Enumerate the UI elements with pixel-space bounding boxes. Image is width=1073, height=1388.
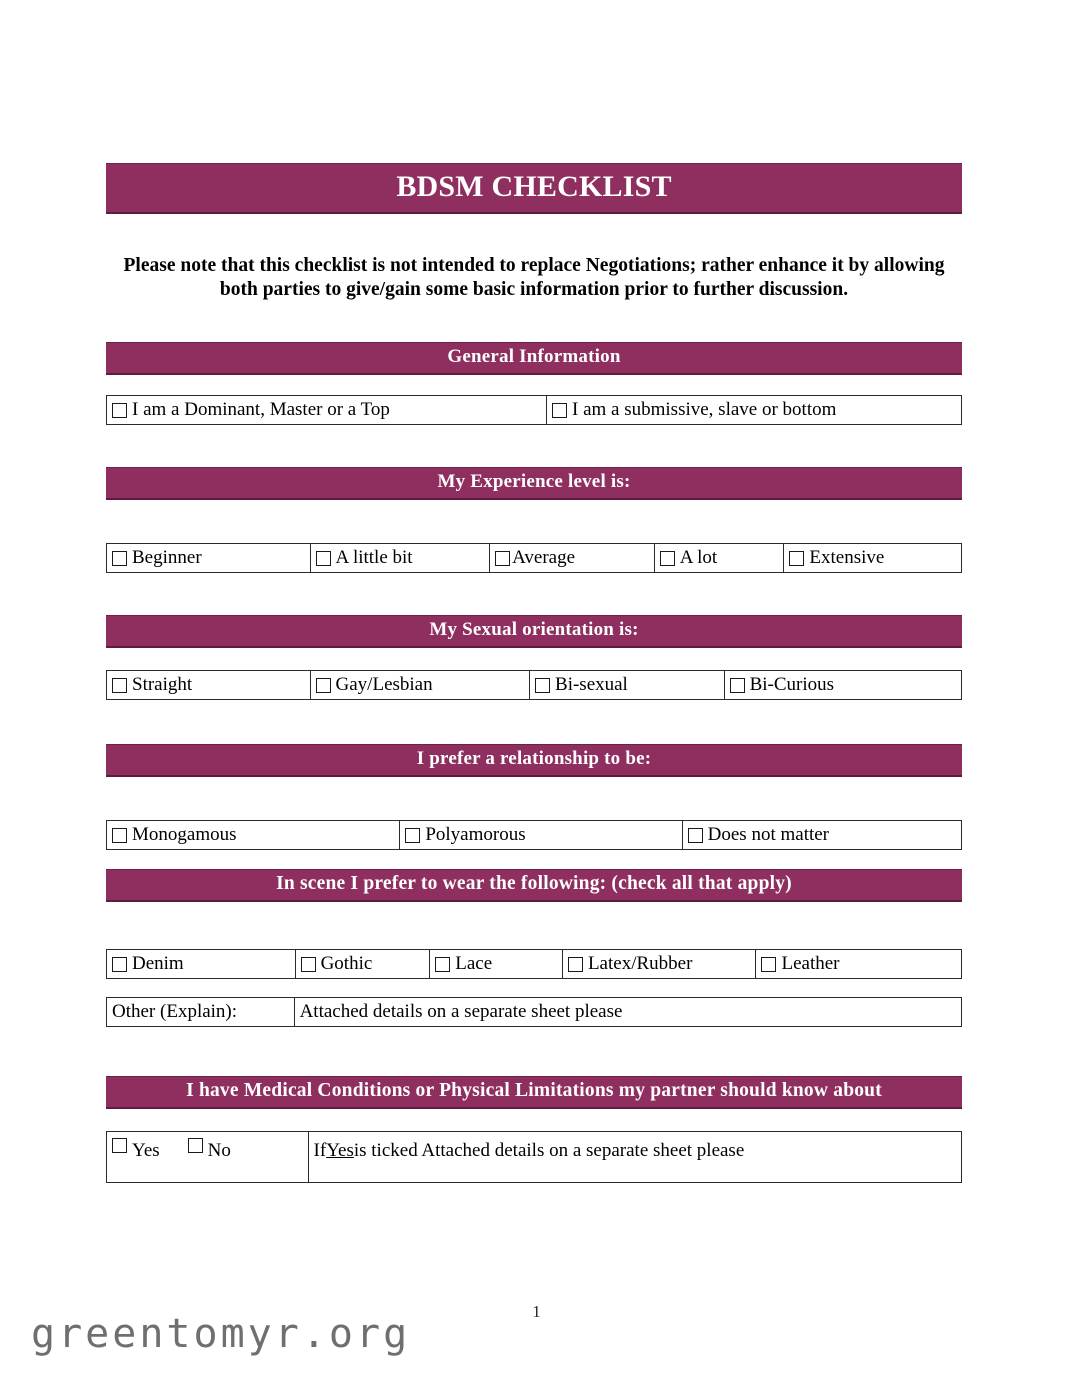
- option-gothic-label: Gothic: [320, 953, 373, 974]
- option-average[interactable]: [490, 544, 655, 572]
- checkbox-gay-lesbian[interactable]: [316, 678, 331, 693]
- option-a-little-bit-label: A little bit: [335, 547, 413, 568]
- option-leather-label: Leather: [781, 953, 840, 974]
- intro-note: Please note that this checklist is not intended to replace Negotiations; rather enhance it by allowing both parties to give/gain some basic information prior to further discussion.: [123, 255, 945, 300]
- option-bi-curious[interactable]: [725, 671, 961, 699]
- option-beginner-label: Beginner: [132, 547, 202, 568]
- section-heading-relationship-label: I prefer a relationship to be:: [416, 748, 652, 769]
- other-explain-label-cell: [107, 998, 295, 1026]
- checkbox-denim[interactable]: [112, 957, 127, 972]
- option-lace[interactable]: [430, 950, 563, 978]
- section-heading-orientation-label: My Sexual orientation is:: [429, 619, 639, 640]
- page-title: BDSM CHECKLIST: [396, 170, 672, 203]
- other-explain-value: Attached details on a separate sheet please: [299, 1001, 623, 1022]
- checkbox-gothic[interactable]: [301, 957, 316, 972]
- section-heading-attire: [106, 869, 962, 902]
- option-average-label: Average: [512, 547, 576, 568]
- medical-row: [106, 1131, 962, 1183]
- checkbox-extensive[interactable]: [789, 551, 804, 566]
- medical-instruction-emphasis: Yes: [326, 1140, 354, 1161]
- checkbox-bi-curious[interactable]: [730, 678, 745, 693]
- option-bi-sexual[interactable]: [530, 671, 725, 699]
- option-polyamorous-label: Polyamorous: [425, 824, 526, 845]
- experience-options-row: [106, 543, 962, 573]
- other-explain-label: Other (Explain):: [112, 1001, 238, 1022]
- option-beginner[interactable]: [107, 544, 311, 572]
- checkbox-lace[interactable]: [435, 957, 450, 972]
- attire-options-row: [106, 949, 962, 979]
- attire-other-row: [106, 997, 962, 1027]
- checkbox-polyamorous[interactable]: [405, 828, 420, 843]
- option-does-not-matter[interactable]: [683, 821, 961, 849]
- option-a-little-bit[interactable]: [311, 544, 491, 572]
- checkbox-dominant[interactable]: [112, 403, 127, 418]
- section-heading-general-label: General Information: [447, 346, 621, 367]
- option-bi-curious-label: Bi-Curious: [749, 674, 835, 695]
- section-heading-attire-label: In scene I prefer to wear the following: (check all that apply): [276, 873, 792, 894]
- section-heading-orientation: [106, 615, 962, 648]
- section-heading-relationship: [106, 744, 962, 777]
- option-bi-sexual-label: Bi-sexual: [555, 674, 628, 695]
- medical-yes-no-cell: [107, 1132, 309, 1182]
- medical-instruction-prefix: If: [313, 1140, 327, 1161]
- option-leather[interactable]: [756, 950, 961, 978]
- option-lace-label: Lace: [455, 953, 493, 974]
- checkbox-bi-sexual[interactable]: [535, 678, 550, 693]
- option-submissive[interactable]: [547, 396, 961, 424]
- medical-instruction-cell: [309, 1132, 961, 1182]
- section-heading-experience: [106, 467, 962, 500]
- option-extensive[interactable]: [784, 544, 961, 572]
- checkbox-medical-no[interactable]: [188, 1138, 203, 1153]
- checkbox-a-lot[interactable]: [660, 551, 675, 566]
- checkbox-submissive[interactable]: [552, 403, 567, 418]
- option-a-lot-label: A lot: [679, 547, 718, 568]
- option-straight[interactable]: [107, 671, 311, 699]
- general-options-row: [106, 395, 962, 425]
- site-watermark: greentomyr.org: [31, 1311, 411, 1357]
- option-dominant[interactable]: [107, 396, 547, 424]
- checkbox-beginner[interactable]: [112, 551, 127, 566]
- option-medical-yes-label: Yes: [132, 1140, 160, 1161]
- medical-instruction-suffix: is ticked Attached details on a separate sheet please: [353, 1140, 745, 1161]
- checkbox-a-little-bit[interactable]: [316, 551, 331, 566]
- section-heading-general: [106, 342, 962, 375]
- option-polyamorous[interactable]: [400, 821, 682, 849]
- option-medical-no-label: No: [207, 1140, 231, 1161]
- option-latex-rubber-label: Latex/Rubber: [587, 953, 693, 974]
- document-content: [106, 0, 962, 1183]
- option-a-lot[interactable]: [655, 544, 785, 572]
- checkbox-straight[interactable]: [112, 678, 127, 693]
- checkbox-average[interactable]: [495, 551, 510, 566]
- section-heading-experience-label: My Experience level is:: [437, 471, 631, 492]
- section-heading-medical-label: I have Medical Conditions or Physical Limitations my partner should know about: [186, 1080, 882, 1101]
- checkbox-monogamous[interactable]: [112, 828, 127, 843]
- orientation-options-row: [106, 670, 962, 700]
- option-extensive-label: Extensive: [809, 547, 885, 568]
- option-monogamous-label: Monogamous: [132, 824, 237, 845]
- option-straight-label: Straight: [132, 674, 193, 695]
- checkbox-medical-yes[interactable]: [112, 1138, 127, 1153]
- document-title-bar: [106, 163, 962, 214]
- option-gay-lesbian[interactable]: [311, 671, 530, 699]
- section-heading-medical: [106, 1076, 962, 1109]
- checkbox-latex-rubber[interactable]: [568, 957, 583, 972]
- checkbox-leather[interactable]: [761, 957, 776, 972]
- option-does-not-matter-label: Does not matter: [707, 824, 830, 845]
- option-denim[interactable]: [107, 950, 296, 978]
- option-monogamous[interactable]: [107, 821, 400, 849]
- checkbox-does-not-matter[interactable]: [688, 828, 703, 843]
- relationship-options-row: [106, 820, 962, 850]
- option-dominant-label: I am a Dominant, Master or a Top: [132, 399, 390, 420]
- other-explain-value-cell[interactable]: [295, 998, 961, 1026]
- option-latex-rubber[interactable]: [563, 950, 757, 978]
- page-number: 1: [532, 1302, 541, 1321]
- option-submissive-label: I am a submissive, slave or bottom: [572, 399, 837, 420]
- option-gothic[interactable]: [296, 950, 431, 978]
- option-denim-label: Denim: [132, 953, 184, 974]
- option-gay-lesbian-label: Gay/Lesbian: [335, 674, 433, 695]
